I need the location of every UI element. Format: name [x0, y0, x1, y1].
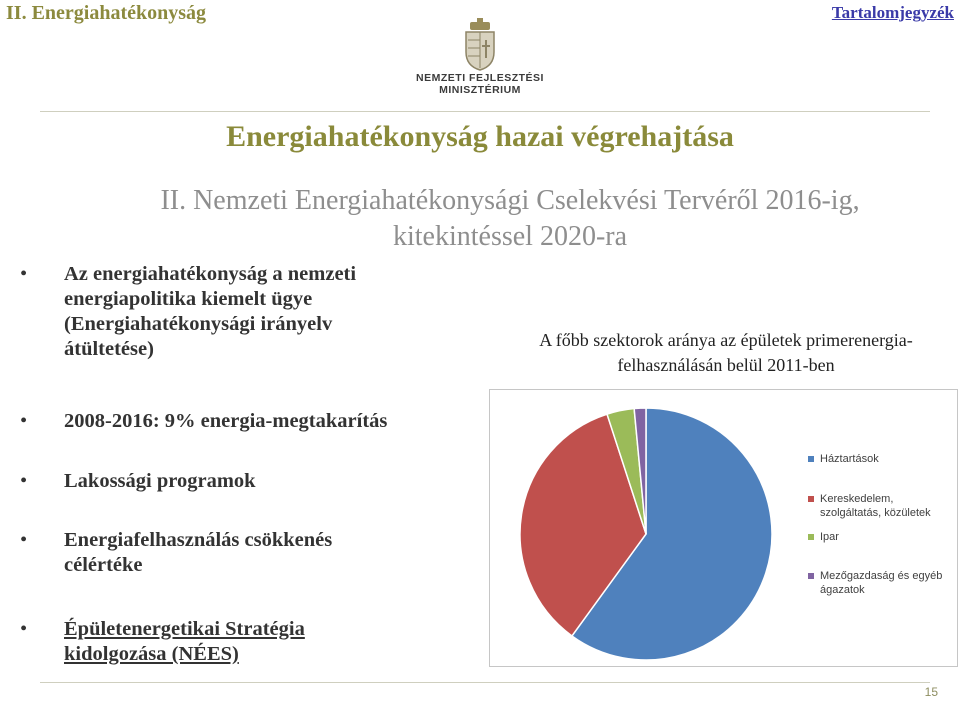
subtitle-line-2: kitekintéssel 2020-ra — [392, 221, 628, 252]
table-of-contents-link[interactable]: Tartalomjegyzék — [831, 3, 954, 22]
bullet-line: • Lakossági programok — [64, 470, 256, 492]
bullet-line: célértéke — [64, 554, 143, 576]
legend-label: Mezőgazdaság és egyéb ágazatok — [820, 570, 943, 596]
bullet-item — [20, 409, 490, 434]
page-subtitle — [70, 183, 950, 255]
bullet-line: • Az energiahatékonyság a nemzeti — [64, 263, 357, 285]
bullet-item — [20, 528, 490, 578]
bullet-item — [20, 469, 490, 494]
bullet-line: • 2008-2016: 9% energia-megtakarítás — [64, 410, 388, 432]
logo-line-2: MINISZTÉRIUM — [439, 84, 521, 96]
section-title: II. Energiahatékonyság — [6, 2, 207, 24]
bullet-item-link[interactable] — [20, 617, 490, 667]
strategy-link-line[interactable]: kidolgozása (NÉES) — [64, 643, 239, 665]
legend-swatch — [808, 534, 814, 540]
logo-line-1: NEMZETI FEJLESZTÉSI — [416, 72, 544, 84]
page-number: 15 — [924, 685, 938, 699]
pie-chart-frame — [489, 389, 958, 667]
strategy-link-line[interactable]: • Épületenergetikai Stratégia — [64, 618, 305, 640]
bullet-line: átültetése) — [64, 338, 154, 360]
bullet-line: • Energiafelhasználás csökkenés — [64, 529, 333, 551]
pie-chart — [490, 390, 957, 666]
legend-swatch — [808, 456, 814, 462]
bullet-line: energiapolitika kiemelt ügye — [64, 288, 313, 310]
legend-swatch — [808, 573, 814, 579]
legend-label: Kereskedelem, szolgáltatás, közületek — [820, 493, 931, 519]
bullet-line: (Energiahatékonysági irányelv — [64, 313, 333, 335]
chart-caption-line-2: felhasználásán belül 2011-ben — [617, 355, 835, 375]
coat-of-arms-icon — [460, 18, 500, 72]
bullet-item — [20, 262, 490, 362]
legend-label: Ipar — [820, 531, 839, 543]
top-divider — [40, 111, 930, 112]
bottom-divider — [40, 682, 930, 683]
ministry-logo — [400, 18, 560, 102]
subtitle-line-1: II. Nemzeti Energiahatékonysági Cselekvési Tervéről 2016-ig, — [160, 185, 860, 216]
page-title: Energiahatékonyság hazai végrehajtása — [226, 120, 734, 153]
chart-caption-line-1: A főbb szektorok aránya az épületek primerenergia- — [539, 330, 913, 350]
legend-swatch — [808, 496, 814, 502]
legend-label: Háztartások — [820, 453, 879, 465]
chart-caption — [495, 328, 957, 378]
